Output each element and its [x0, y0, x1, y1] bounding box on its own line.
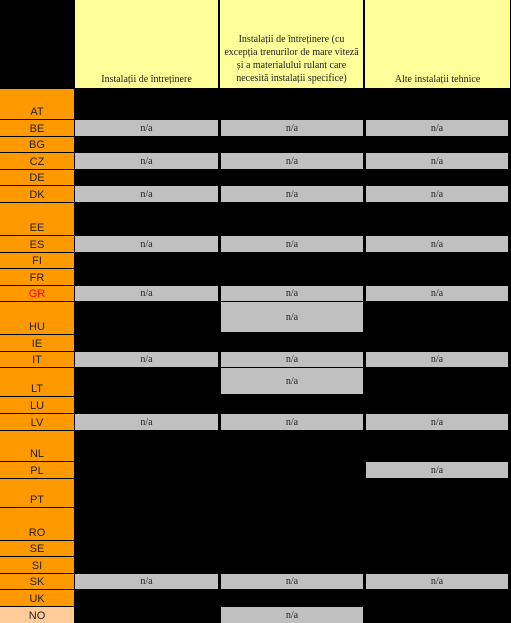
table-cell: n/a	[221, 352, 363, 367]
column-header-other-technical: Alte instalații tehnice	[365, 0, 510, 88]
country-code-cell: PT	[0, 479, 74, 507]
table-cell: n/a	[75, 236, 218, 252]
table-cell: n/a	[75, 186, 218, 202]
country-code-cell: NO	[0, 607, 74, 623]
country-code-cell: GR	[0, 286, 74, 301]
country-code-cell: DE	[0, 170, 74, 185]
country-code-cell: SI	[0, 557, 74, 573]
table-cell: n/a	[366, 352, 508, 367]
country-code-cell: PL	[0, 462, 74, 478]
table-cell: n/a	[366, 414, 508, 430]
table-cell: n/a	[75, 153, 218, 169]
table-cell: n/a	[75, 352, 218, 367]
country-code-cell: LT	[0, 368, 74, 396]
table-cell: n/a	[366, 120, 508, 136]
table-cell: n/a	[75, 120, 218, 136]
table-cell: n/a	[221, 302, 363, 332]
country-code-cell: IT	[0, 352, 74, 367]
country-code-cell: FR	[0, 269, 74, 285]
country-code-cell: IE	[0, 335, 74, 351]
table-cell: n/a	[366, 186, 508, 202]
table-cell: n/a	[221, 186, 363, 202]
table-cell: n/a	[75, 574, 218, 589]
column-header-maintenance: Instalații de întreținere	[75, 0, 218, 88]
table-cell: n/a	[366, 286, 508, 301]
table-cell: n/a	[221, 286, 363, 301]
country-code-cell: ES	[0, 236, 74, 252]
table-cell: n/a	[366, 462, 508, 478]
table-cell: n/a	[221, 153, 363, 169]
country-code-cell: DK	[0, 186, 74, 202]
country-code-cell: LU	[0, 397, 74, 413]
country-code-cell: SE	[0, 541, 74, 556]
table-cell: n/a	[366, 153, 508, 169]
country-code-cell: AT	[0, 89, 74, 119]
country-code-cell: NL	[0, 431, 74, 461]
table-cell: n/a	[366, 574, 508, 589]
country-code-cell: SK	[0, 574, 74, 589]
country-code-cell: LV	[0, 414, 74, 430]
country-code-cell: FI	[0, 253, 74, 268]
table-cell: n/a	[221, 236, 363, 252]
country-code-cell: CZ	[0, 153, 74, 169]
table-cell: n/a	[221, 574, 363, 589]
table-cell: n/a	[221, 607, 363, 623]
country-code-cell: BG	[0, 137, 74, 152]
table-cell: n/a	[75, 414, 218, 430]
country-code-cell: HU	[0, 302, 74, 334]
table-cell: n/a	[221, 368, 363, 394]
country-code-cell: RO	[0, 508, 74, 540]
country-code-cell: BE	[0, 120, 74, 136]
table-cell: n/a	[366, 236, 508, 252]
table-cell: n/a	[75, 286, 218, 301]
country-code-cell: UK	[0, 590, 74, 606]
table-cell: n/a	[221, 120, 363, 136]
table-cell: n/a	[221, 414, 363, 430]
column-header-maintenance-except-high-speed: Instalații de întreținere (cu excepția trenurilor de mare viteză și a materialului rulant care necesită instalații specifice)	[220, 0, 363, 88]
country-code-cell: EE	[0, 203, 74, 235]
